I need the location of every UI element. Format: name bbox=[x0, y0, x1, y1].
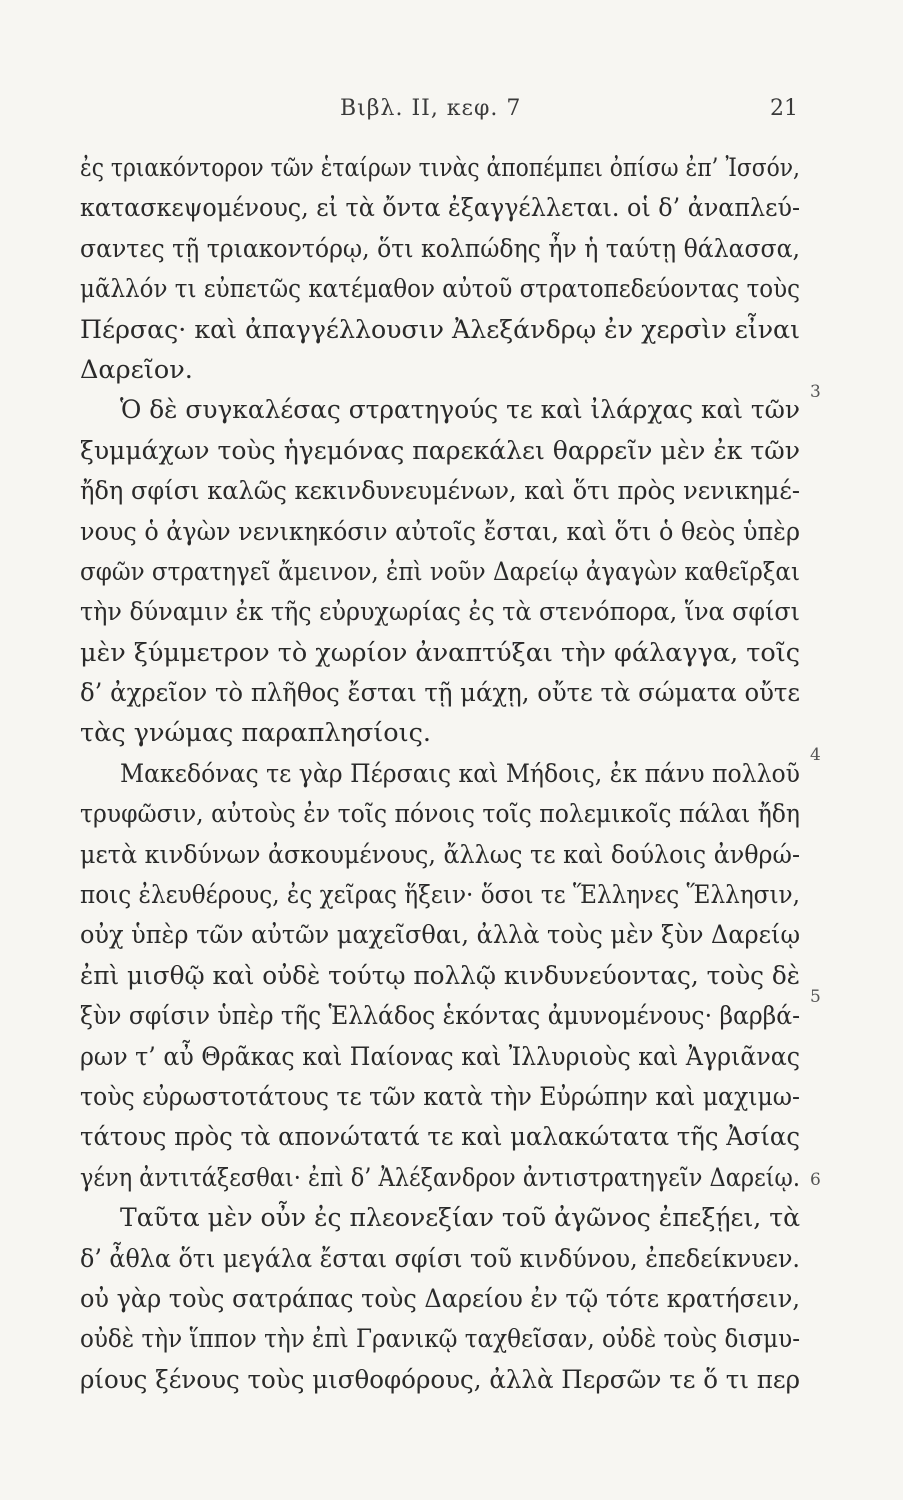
text-line: σφῶν στρατηγεῖ ἄμεινον, ἐπὶ νοῦν Δαρείῳ ἀγαγὼν καθεῖρξαι bbox=[80, 556, 800, 587]
text-line: τρυφῶσιν, αὐτοὺς ἐν τοῖς πόνοις τοῖς πολεμικοῖς πάλαι ἤδη bbox=[80, 799, 800, 830]
text-line: ποις ἐλευθέρους, ἐς χεῖρας ἥξειν· ὅσοι τε Ἕλληνες Ἕλλησιν, bbox=[80, 880, 800, 911]
text-line: Δαρεῖον. bbox=[80, 354, 193, 385]
text-line: οὐδὲ τὴν ἵππον τὴν ἐπὶ Γρανικῷ ταχθεῖσαν, οὐδὲ τοὺς δισμυ- bbox=[80, 1324, 800, 1355]
text-line: ρων τ’ αὖ Θρᾶκας καὶ Παίονας καὶ Ἰλλυριοὺς καὶ Ἀγριᾶνας bbox=[80, 1041, 800, 1072]
running-head bbox=[0, 96, 903, 128]
text-line: μετὰ κινδύνων ἀσκουμένους, ἄλλως τε καὶ δούλοις ἀνθρώ- bbox=[80, 839, 800, 870]
paragraph-start-line: Ταῦτα μὲν οὖν ἐς πλεονεξίαν τοῦ ἀγῶνος ἐπεξῄει, τὰ bbox=[120, 1203, 800, 1234]
section-number-6: 6 bbox=[810, 1170, 821, 1190]
text-line: μᾶλλόν τι εὐπετῶς κατέμαθον αὐτοῦ στρατοπεδεύοντας τοὺς bbox=[80, 274, 800, 305]
text-line: ξὺν σφίσιν ὑπὲρ τῆς Ἑλλάδος ἑκόντας ἀμυνομένους· βαρβά- bbox=[80, 1001, 800, 1032]
text-line: ρίους ξένους τοὺς μισθοφόρους, ἀλλὰ Περσῶν τε ὅ τι περ bbox=[80, 1364, 800, 1395]
section-number-3: 3 bbox=[810, 382, 821, 402]
text-line: ἐς τριακόντορον τῶν ἑταίρων τινὰς ἀποπέμπει ὀπίσω ἐπ’ Ἰσσόν, bbox=[80, 153, 800, 183]
text-line: οὐχ ὑπὲρ τῶν αὐτῶν μαχεῖσθαι, ἀλλὰ τοὺς μὲν ξὺν Δαρείῳ bbox=[80, 920, 800, 951]
text-line: δ’ ἆθλα ὅτι μεγάλα ἔσται σφίσι τοῦ κινδύνου, ἐπεδείκνυεν. bbox=[80, 1243, 800, 1274]
text-line: γένη ἀντιτάξεσθαι· ἐπὶ δ’ Ἀλέξανδρον ἀντιστρατηγεῖν Δαρείῳ. bbox=[80, 1162, 800, 1193]
page-number: 21 bbox=[770, 96, 798, 121]
text-line: τὰς γνώμας παραπλησίοις. bbox=[80, 718, 431, 749]
text-line: σαντες τῇ τριακοντόρῳ, ὅτι κολπώδης ἦν ἡ ταύτῃ θάλασσα, bbox=[80, 233, 800, 264]
text-line: ἤδη σφίσι καλῶς κεκινδυνευμένων, καὶ ὅτι πρὸς νενικημέ- bbox=[80, 476, 800, 507]
text-line: μὲν ξύμμετρον τὸ χωρίον ἀναπτύξαι τὴν φάλαγγα, τοῖς bbox=[80, 637, 800, 668]
text-line: Πέρσας· καὶ ἀπαγγέλλουσιν Ἀλεξάνδρῳ ἐν χερσὶν εἶναι bbox=[80, 314, 800, 345]
paragraph-start-line: Ὁ δὲ συγκαλέσας στρατηγούς τε καὶ ἰλάρχας καὶ τῶν bbox=[120, 395, 800, 426]
section-number-4: 4 bbox=[810, 745, 821, 765]
text-line: τὴν δύναμιν ἐκ τῆς εὐρυχωρίας ἐς τὰ στενόπορα, ἵνα σφίσι bbox=[80, 597, 800, 628]
text-line: νους ὁ ἀγὼν νενικηκόσιν αὐτοῖς ἔσται, καὶ ὅτι ὁ θεὸς ὑπὲρ bbox=[80, 516, 800, 547]
text-line: τοὺς εὐρωστοτάτους τε τῶν κατὰ τὴν Εὐρώπην καὶ μαχιμω- bbox=[80, 1081, 800, 1112]
body-text bbox=[80, 148, 800, 1400]
running-head-title: Βιβλ. ΙΙ, κεφ. 7 bbox=[340, 96, 522, 121]
text-line: ξυμμάχων τοὺς ἡγεμόνας παρεκάλει θαρρεῖν μὲν ἐκ τῶν bbox=[80, 435, 800, 466]
text-line: κατασκεψομένους, εἰ τὰ ὄντα ἐξαγγέλλεται. οἱ δ’ ἀναπλεύ- bbox=[80, 193, 800, 224]
section-number-5: 5 bbox=[810, 987, 821, 1007]
paragraph-start-line: Μακεδόνας τε γὰρ Πέρσαις καὶ Μήδοις, ἐκ πάνυ πολλοῦ bbox=[120, 758, 800, 789]
text-line: οὐ γὰρ τοὺς σατράπας τοὺς Δαρείου ἐν τῷ τότε κρατήσειν, bbox=[80, 1283, 800, 1314]
text-line: ἐπὶ μισθῷ καὶ οὐδὲ τούτῳ πολλῷ κινδυνεύοντας, τοὺς δὲ bbox=[80, 960, 800, 991]
text-line: τάτους πρὸς τὰ απονώτατά τε καὶ μαλακώτατα τῆς Ἀσίας bbox=[80, 1122, 800, 1153]
text-line: δ’ ἀχρεῖον τὸ πλῆθος ἔσται τῇ μάχῃ, οὔτε τὰ σώματα οὔτε bbox=[80, 678, 800, 709]
